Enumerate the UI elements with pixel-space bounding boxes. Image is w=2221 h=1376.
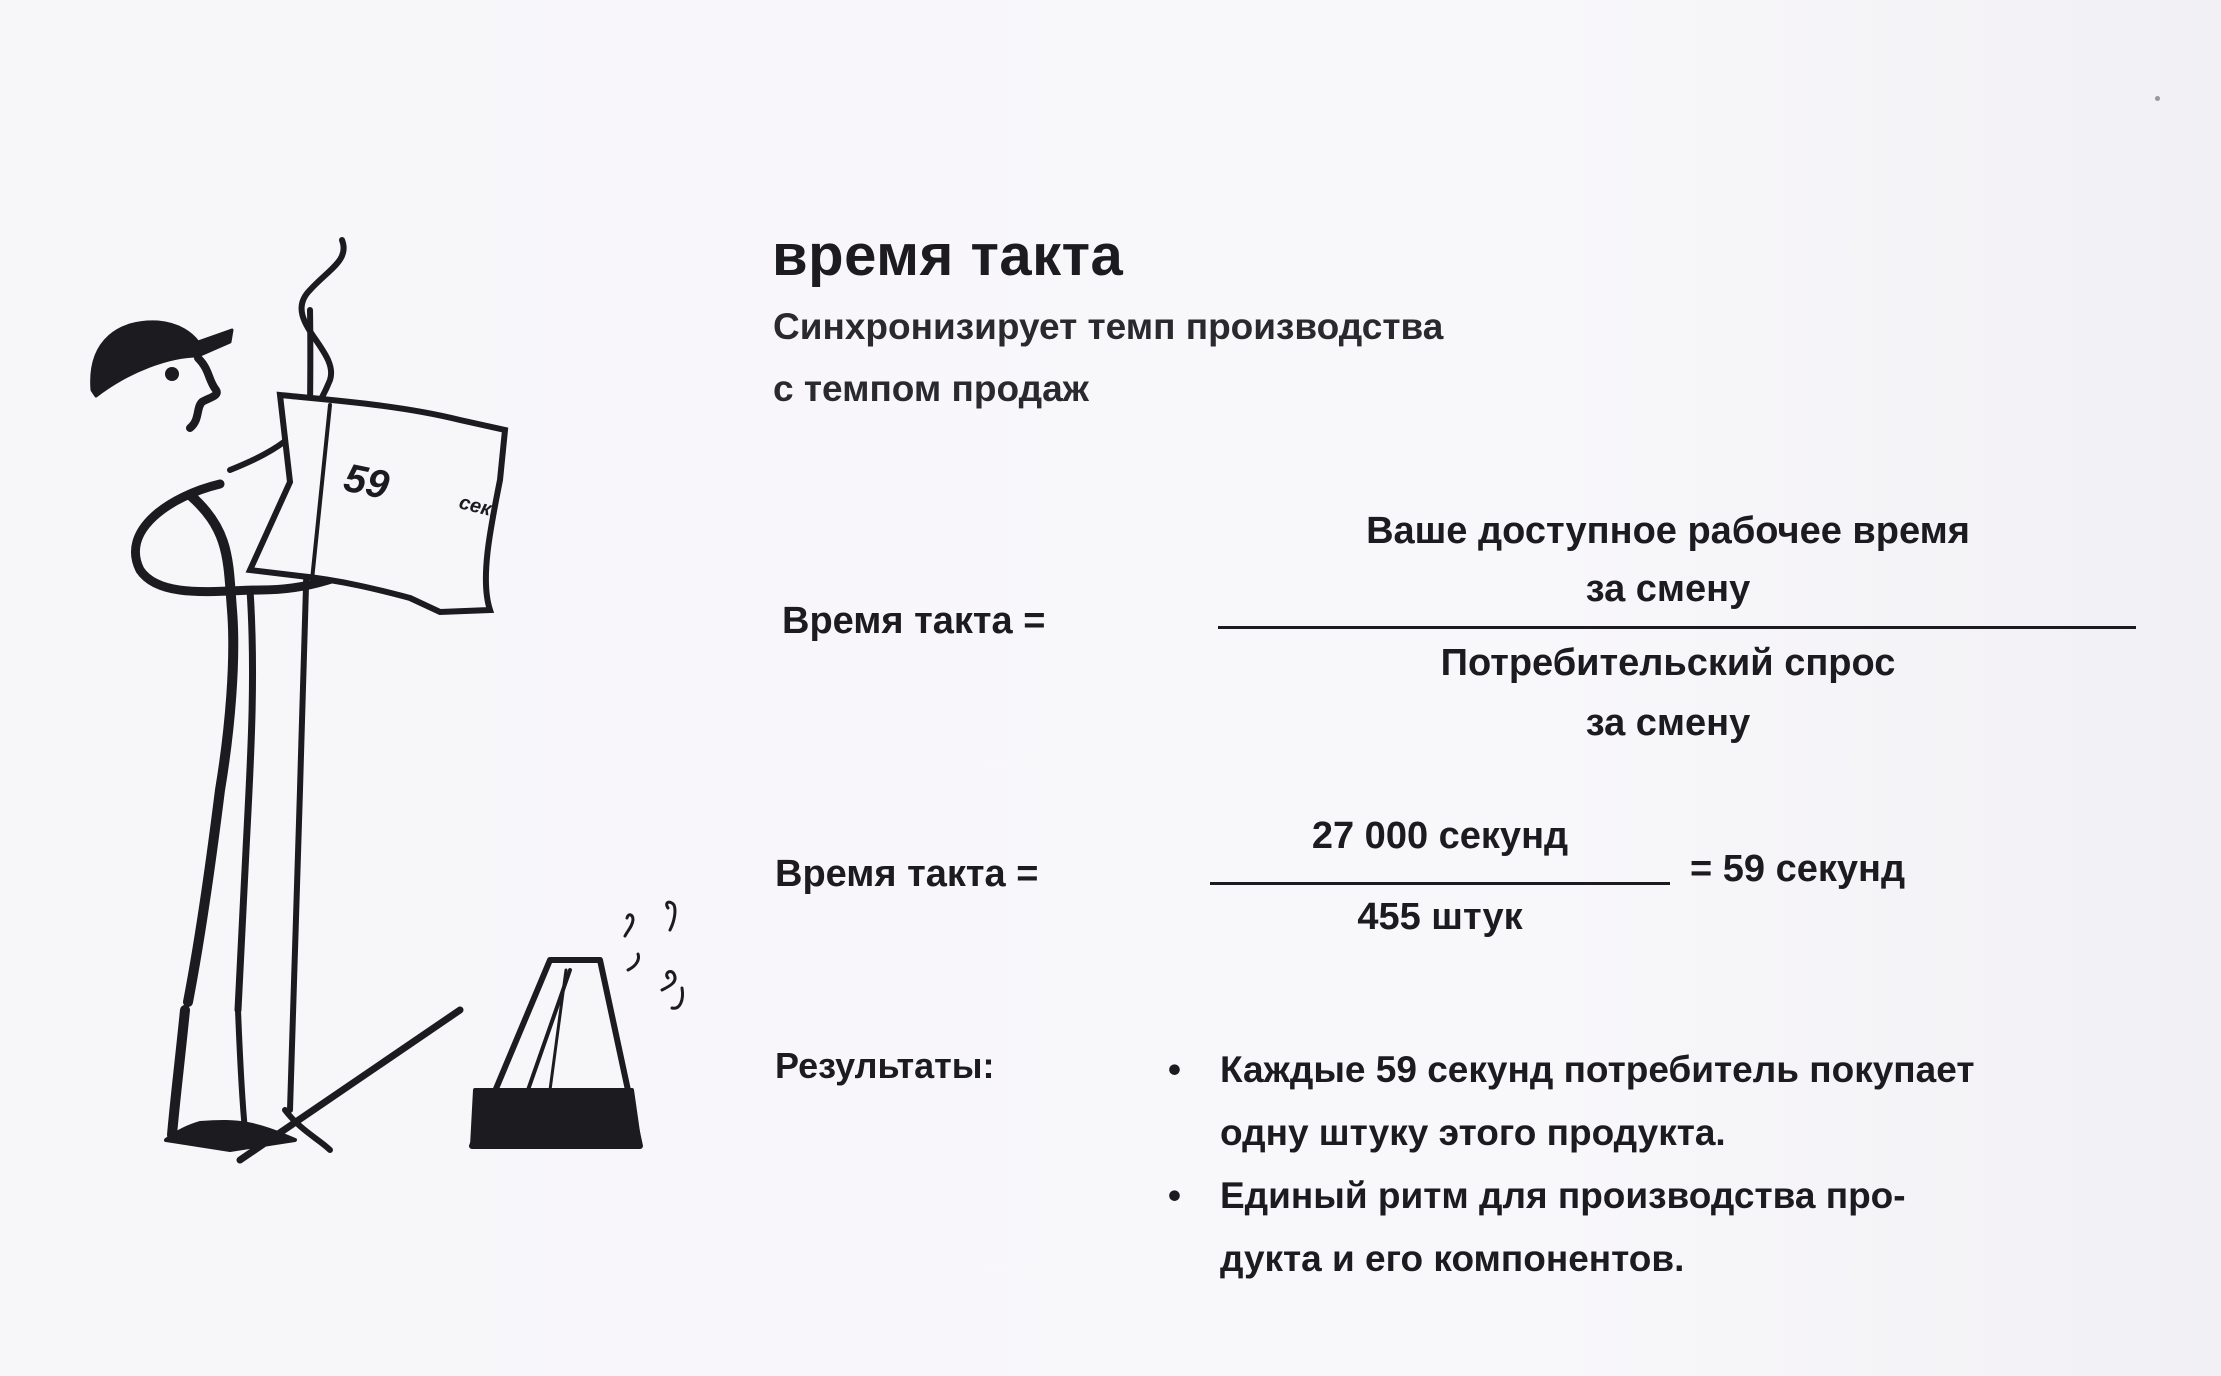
lower-leg-line-2 bbox=[238, 1010, 245, 1130]
results-label: Результаты: bbox=[775, 1045, 995, 1086]
example-numerator: 27 000 секунд bbox=[1311, 815, 1569, 857]
torso-line bbox=[188, 495, 233, 1002]
lower-leg-line bbox=[172, 1010, 185, 1135]
note-3 bbox=[628, 954, 639, 970]
results-item-line-1: Единый ритм для производства про- bbox=[1220, 1175, 1906, 1216]
note-4 bbox=[662, 971, 683, 1008]
scan-speck bbox=[2155, 96, 2160, 101]
subtitle-line-2: с темпом продаж bbox=[773, 368, 1089, 409]
formula-label: Время такта = bbox=[782, 600, 1046, 642]
bullet-icon: • bbox=[1168, 1175, 1181, 1216]
subtitle-line-1: Синхронизирует темп производства bbox=[773, 306, 1444, 347]
conductor-figure bbox=[92, 240, 370, 1150]
page-subtitle bbox=[773, 296, 1443, 420]
results-list bbox=[1168, 1038, 2128, 1290]
example-result: = 59 секунд bbox=[1690, 848, 1906, 890]
face-profile bbox=[190, 358, 217, 428]
results-item-line-2: одну штуку этого продукта. bbox=[1220, 1112, 1726, 1153]
bullet-icon: • bbox=[1168, 1049, 1181, 1090]
page-title: время такта bbox=[772, 223, 1124, 288]
sheet-unit: сек. bbox=[456, 491, 499, 523]
leg-line bbox=[238, 590, 253, 1010]
formula-denominator-line-2: за смену bbox=[1585, 702, 1751, 744]
music-stand bbox=[240, 310, 505, 1160]
metronome-icon bbox=[472, 960, 640, 1146]
formula-fraction-line bbox=[1218, 626, 2136, 629]
example-label: Время такта = bbox=[775, 853, 1039, 895]
results-item bbox=[1168, 1038, 2128, 1164]
eye-icon bbox=[165, 367, 179, 381]
metronome-base bbox=[472, 1090, 640, 1146]
results-item-line-1: Каждые 59 секунд потребитель покупает bbox=[1220, 1049, 1975, 1090]
stand-tripod-leg bbox=[240, 1010, 460, 1160]
example-denominator: 455 штук bbox=[1357, 896, 1523, 938]
results-item bbox=[1168, 1164, 2128, 1290]
formula-numerator-line-2: за смену bbox=[1585, 568, 1751, 610]
formula-denominator-line-1: Потребительский спрос bbox=[1440, 642, 1896, 684]
example-fraction-line bbox=[1210, 882, 1670, 885]
note-1 bbox=[625, 915, 633, 936]
music-notes-icon bbox=[625, 902, 683, 1008]
sheet-number: 59 bbox=[340, 455, 393, 509]
results-item-line-2: дукта и его компонентов. bbox=[1220, 1238, 1685, 1279]
conductor-illustration bbox=[80, 230, 720, 1170]
formula-numerator-line-1: Ваше доступное рабочее время bbox=[1366, 510, 1970, 552]
note-2 bbox=[667, 902, 675, 930]
